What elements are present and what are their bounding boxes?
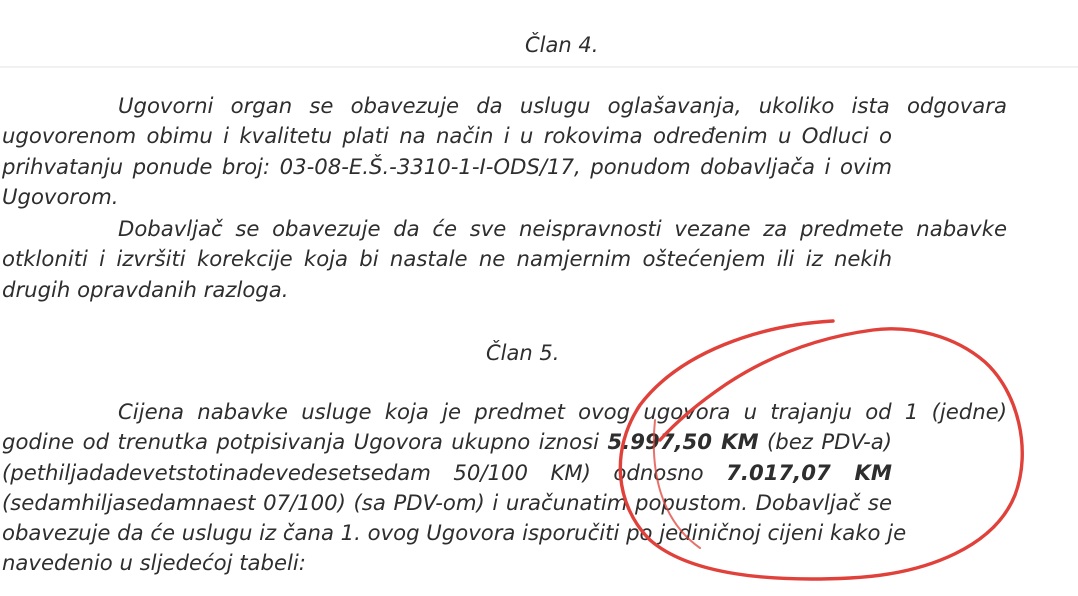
text-segment: godine od trenutka potpisivanja Ugovora ukupno iznosi <box>2 429 608 455</box>
article-5-heading: Član 5. <box>486 341 560 365</box>
text-segment: (bez PDV-a) <box>758 429 892 455</box>
article-4-paragraph-1 <box>2 91 1007 212</box>
text-line: Ugovorni organ se obavezuje da uslugu oglašavanja, ukoliko ista odgovara <box>118 93 1007 118</box>
text-line <box>2 427 892 457</box>
text-line: Ugovorom. <box>2 183 119 209</box>
text-segment: (pethiljadadevetstotinadevedesetsedam 50/100 KM) odnosno <box>2 459 727 485</box>
text-line <box>2 458 892 488</box>
text-line: Dobavljač se obavezuje da će sve neispravnosti vezane za predmete nabavke <box>118 216 1007 241</box>
price-with-vat: 7.017,07 KM <box>726 459 892 485</box>
text-line: navedenio u sljedećoj tabeli: <box>2 550 306 576</box>
scan-divider <box>0 66 1078 68</box>
price-without-vat: 5.997,50 KM <box>607 429 759 455</box>
article-5-paragraph-1 <box>2 397 1007 579</box>
article-4-heading: Član 4. <box>525 33 599 57</box>
text-line: ugovorenom obimu i kvalitetu plati na način i u rokovima određenim u Odluci o <box>2 123 892 149</box>
text-line: (sedamhiljasedamnaest 07/100) (sa PDV-om) i uračunatim popustom. Dobavljač se <box>2 489 892 515</box>
text-line: Cijena nabavke usluge koja je predmet ovog ugovora u trajanju od 1 (jedne) <box>118 399 1007 424</box>
text-line: prihvatanju ponude broj: 03-08-E.Š.-3310-1-I-ODS/17, ponudom dobavljača i ovim <box>2 153 892 179</box>
text-line: obavezuje da će uslugu iz čana 1. ovog Ugovora isporučiti po jediničnoj cijeni kako je <box>2 520 907 546</box>
text-line: otkloniti i izvršiti korekcije koja bi nastale ne namjernim oštećenjem ili iz nekih <box>2 246 892 272</box>
text-line: drugih opravdanih razloga. <box>2 276 289 302</box>
article-4-paragraph-2 <box>2 214 1007 305</box>
